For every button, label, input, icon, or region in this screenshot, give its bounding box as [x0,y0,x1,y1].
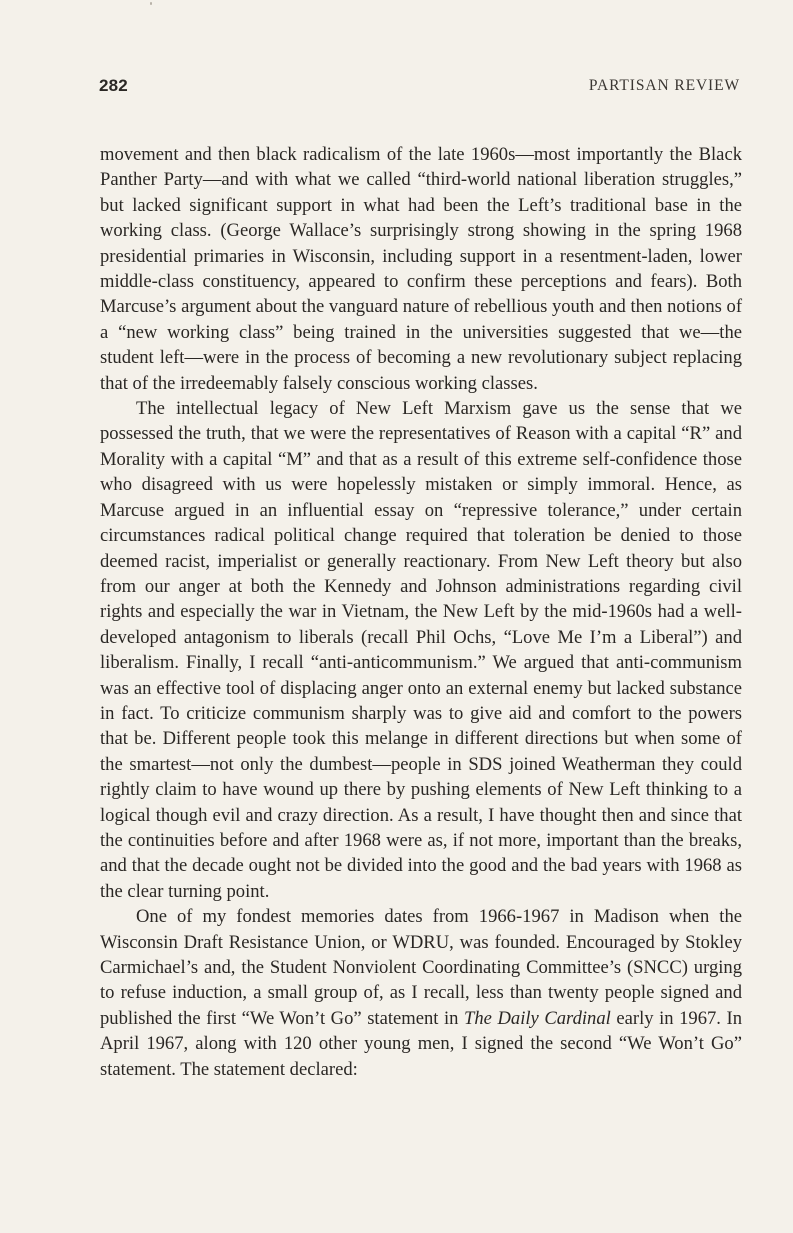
paragraph-3 [100,904,742,1082]
paragraph-3-text-end: early in 1967. In April 1967, along with 120 other young men, I signed the second “We Won’t Go” statement. The statement declared: [100,1007,742,1080]
page-number: 282 [99,76,128,95]
running-header [99,76,740,100]
paragraph-3-text-start: One of my fondest memories dates from 1966-1967 in Madison when the Wisconsin Draft Resistance Union, or WDRU, was founded. Encouraged by Stokley Carmichael’s and, the Student Nonviolent Coordinating Committee’s (SNCC) urging to refuse induction, a small group of, as I recall, less than twenty people signed and published the first “We Won’t Go” statement in [100,906,742,1029]
paragraph-1: movement and then black radicalism of the late 1960s—most importantly the Black Panther Party—and with what we called “third-world national liberation struggles,” but lacked significant support in what had been the Left’s traditional base in the working class. (George Wallace’s surprisingly strong showing in the spring 1968 presidential primaries in Wisconsin, including support in a resentment-laden, lower middle-class constituency, appeared to confirm these perceptions and fears). Both Marcuse’s argument about the vanguard nature of rebellious youth and then notions of a “new working class” being trained in the universities suggested that we—the student left—were in the process of becoming a new revolutionary subject replacing that of the irredeemably falsely conscious working classes. [100,144,743,394]
body-text [100,142,742,1082]
newspaper-title: The Daily Cardinal [464,1007,611,1029]
paper-speck [150,2,152,5]
journal-title: PARTISAN REVIEW [588,77,740,94]
paragraph-2: The intellectual legacy of New Left Marxism gave us the sense that we possessed the truth, that we were the representatives of Reason with a capital “R” and Morality with a capital “M” and that as a result of this extreme self-confidence those who disagreed with us were hopelessly mistaken or simply immoral. Hence, as Marcuse argued in an influential essay on “repressive tolerance,” under certain circumstances radical political change required that toleration be denied to those deemed racist, imperialist or generally reactionary. From New Left theory but also from our anger at both the Kennedy and Johnson administrations regarding civil rights and especially the war in Vietnam, the New Left by the mid-1960s had a well-developed antagonism to liberals (recall Phil Ochs, “Love Me I’m a Liberal”) and liberalism. Finally, I recall “anti-anticommunism.” We argued that anti-communism was an effective tool of displacing anger onto an external enemy but lacked substance in fact. To criticize communism sharply was to give aid and comfort to the powers that be. Different people took this melange in different directions but when some of the smartest—not only the dumbest—people in SDS joined Weatherman they could rightly claim to have wound up there by pushing elements of New Left thinking to a logical though evil and crazy direction. As a result, I have thought then and since that the continuities before and after 1968 were as, if not more, important than the breaks, and that the decade ought not be divided into the good and the bad years with 1968 as the clear turning point. [100,398,742,902]
